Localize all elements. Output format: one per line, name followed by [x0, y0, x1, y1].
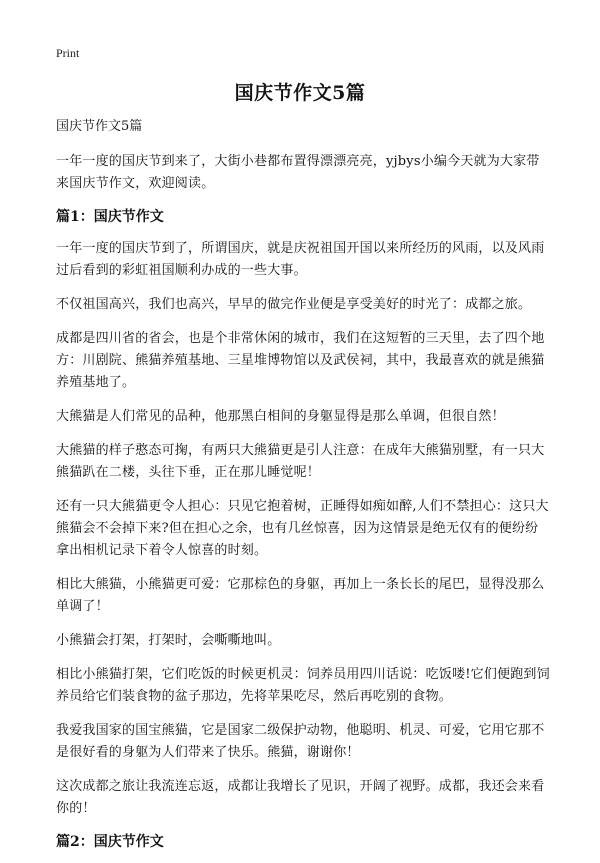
section-heading: 篇1：国庆节作文	[56, 209, 164, 225]
document-title: 国庆节作文5篇	[234, 82, 366, 104]
intro-paragraph: 一年一度的国庆节到来了，大街小巷都布置得漂漂亮亮，yjbys小编今天就为大家带来国庆节作文，欢迎阅读。	[56, 154, 540, 191]
paragraph: 一年一度的国庆节到了，所谓国庆，就是庆祝祖国开国以来所经历的风雨，以及风雨过后看到的彩虹祖国顺利办成的一些大事。	[56, 241, 545, 278]
paragraph: 大熊猫的样子憨态可掬，有两只大熊猫更是引人注意：在成年大熊猫别墅，有一只大熊猫趴在二楼，头往下垂，正在那儿睡觉呢！	[56, 443, 545, 480]
paragraph: 不仅祖国高兴，我们也高兴，早早的做完作业便是享受美好的时光了：成都之旅。	[56, 297, 532, 312]
paragraph: 我爱我国家的国宝熊猫，它是国家二级保护动物，他聪明、机灵、可爱，它用它那不是很好看的身躯为人们带来了快乐。熊猫，谢谢你！	[56, 723, 545, 760]
section-heading: 篇2：国庆节作文	[56, 834, 164, 850]
paragraph: 相比大熊猫，小熊猫更可爱：它那棕色的身躯，再加上一条长长的尾巴，显得没那么单调了！	[56, 577, 545, 614]
document-subtitle: 国庆节作文5篇	[56, 119, 143, 134]
paragraph: 小熊猫会打架，打架时，会嘶嘶地叫。	[56, 633, 281, 648]
print-link[interactable]: Print	[56, 46, 80, 60]
paragraph: 相比小熊猫打架，它们吃饭的时候更机灵：饲养员用四川话说：吃饭喽!它们便跑到饲养员给它们装食物的盆子那边，先将苹果吃尽，然后再吃别的食物。	[56, 667, 550, 704]
paragraph: 成都是四川省的省会，也是个非常休闲的城市，我们在这短暂的三天里，去了四个地方：川剧院、熊猫养殖基地、三星堆博物馆以及武侯祠，其中，我最喜欢的就是熊猫养殖基地了。	[56, 331, 545, 390]
paragraph: 这次成都之旅让我流连忘返，成都让我增长了见识，开阔了视野。成都，我还会来看你的！	[56, 779, 545, 816]
paragraph: 大熊猫是人们常见的品种，他那黑白相间的身躯显得是那么单调，但很自然！	[56, 409, 505, 424]
paragraph: 还有一只大熊猫更令人担心：只见它抱着树，正睡得如痴如醉,人们不禁担心：这只大熊猫会不会掉下来?但在担心之余，也有几丝惊喜，因为这情景是绝无仅有的便纷纷拿出相机记录下着令人惊喜的时刻。	[56, 499, 549, 558]
document-body	[56, 118, 551, 863]
